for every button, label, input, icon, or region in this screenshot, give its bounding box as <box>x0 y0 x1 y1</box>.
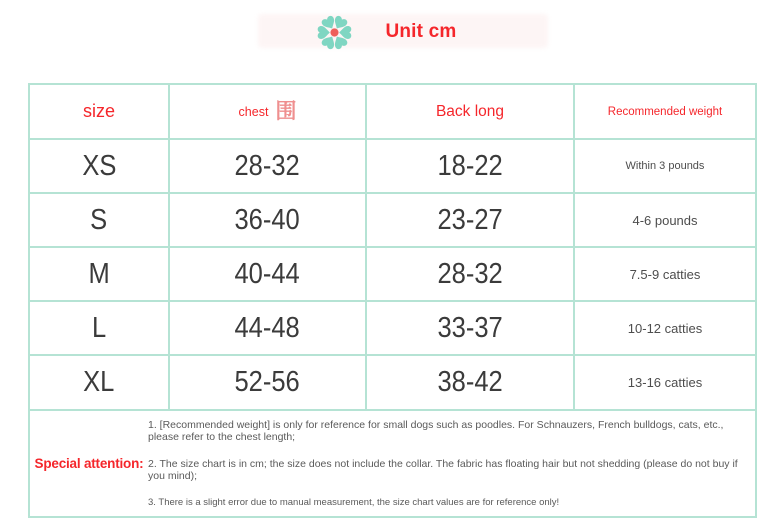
table-row-back-long <box>367 194 575 248</box>
chest-value: 44-48 <box>234 311 301 344</box>
table-row-size <box>30 356 170 411</box>
table-row-chest <box>170 248 367 302</box>
table-row-back-long <box>367 302 575 356</box>
table-row-weight: 7.5-9 catties <box>575 248 755 302</box>
chest-value: 28-32 <box>234 149 301 182</box>
size-value: S <box>90 203 108 236</box>
table-row-size <box>30 248 170 302</box>
table-row-chest <box>170 302 367 356</box>
table-row-back-long <box>367 248 575 302</box>
back-long-value: 38-42 <box>437 366 503 398</box>
size-value: XL <box>83 366 115 398</box>
table-row-weight: 10-12 catties <box>575 302 755 356</box>
column-header-chest <box>170 85 367 140</box>
table-row-weight: 4-6 pounds <box>575 194 755 248</box>
table-row-size <box>30 194 170 248</box>
back-long-value: 28-32 <box>437 257 503 290</box>
table-row-weight: Within 3 pounds <box>575 140 755 194</box>
back-long-value: 18-22 <box>437 149 503 182</box>
table-row-chest <box>170 140 367 194</box>
unit-label: Unit cm <box>385 21 457 42</box>
flower-icon <box>316 14 353 51</box>
size-value: M <box>88 257 110 290</box>
note-line: 2. The size chart is in cm; the size does not include the collar. The fabric has floating hair but not shedding (please do not buy if you mind); <box>148 457 738 483</box>
page-header <box>0 8 773 56</box>
size-value: L <box>91 311 107 344</box>
table-row-size <box>30 302 170 356</box>
special-attention-section <box>30 411 755 516</box>
table-row-back-long <box>367 356 575 411</box>
note-line: 3. There is a slight error due to manual measurement, the size chart values are for reference only! <box>148 496 560 508</box>
chest-value: 52-56 <box>234 366 301 398</box>
table-row-chest <box>170 194 367 248</box>
table-row-back-long <box>367 140 575 194</box>
column-header-back-long: Back long <box>367 85 575 140</box>
chest-value: 40-44 <box>234 257 301 290</box>
table-row-chest <box>170 356 367 411</box>
table-row-weight: 13-16 catties <box>575 356 755 411</box>
table-row-size <box>30 140 170 194</box>
column-header-chest-label: chest <box>238 104 269 119</box>
chest-girth-stamp-icon: 围 <box>275 99 297 123</box>
note-line: 1. [Recommended weight] is only for reference for small dogs such as poodles. For Schnauzers, French bulldogs, cats, etc., please refer to the chest length; <box>148 418 724 444</box>
size-chart-table <box>28 83 757 518</box>
column-header-size: size <box>30 85 170 140</box>
back-long-value: 23-27 <box>437 203 503 236</box>
special-attention-notes <box>148 419 755 509</box>
size-value: XS <box>81 149 117 182</box>
chest-value: 36-40 <box>234 203 301 236</box>
back-long-value: 33-37 <box>437 311 503 344</box>
column-header-recommended-weight: Recommended weight <box>575 85 755 140</box>
special-attention-label: Special attention: <box>34 456 144 471</box>
